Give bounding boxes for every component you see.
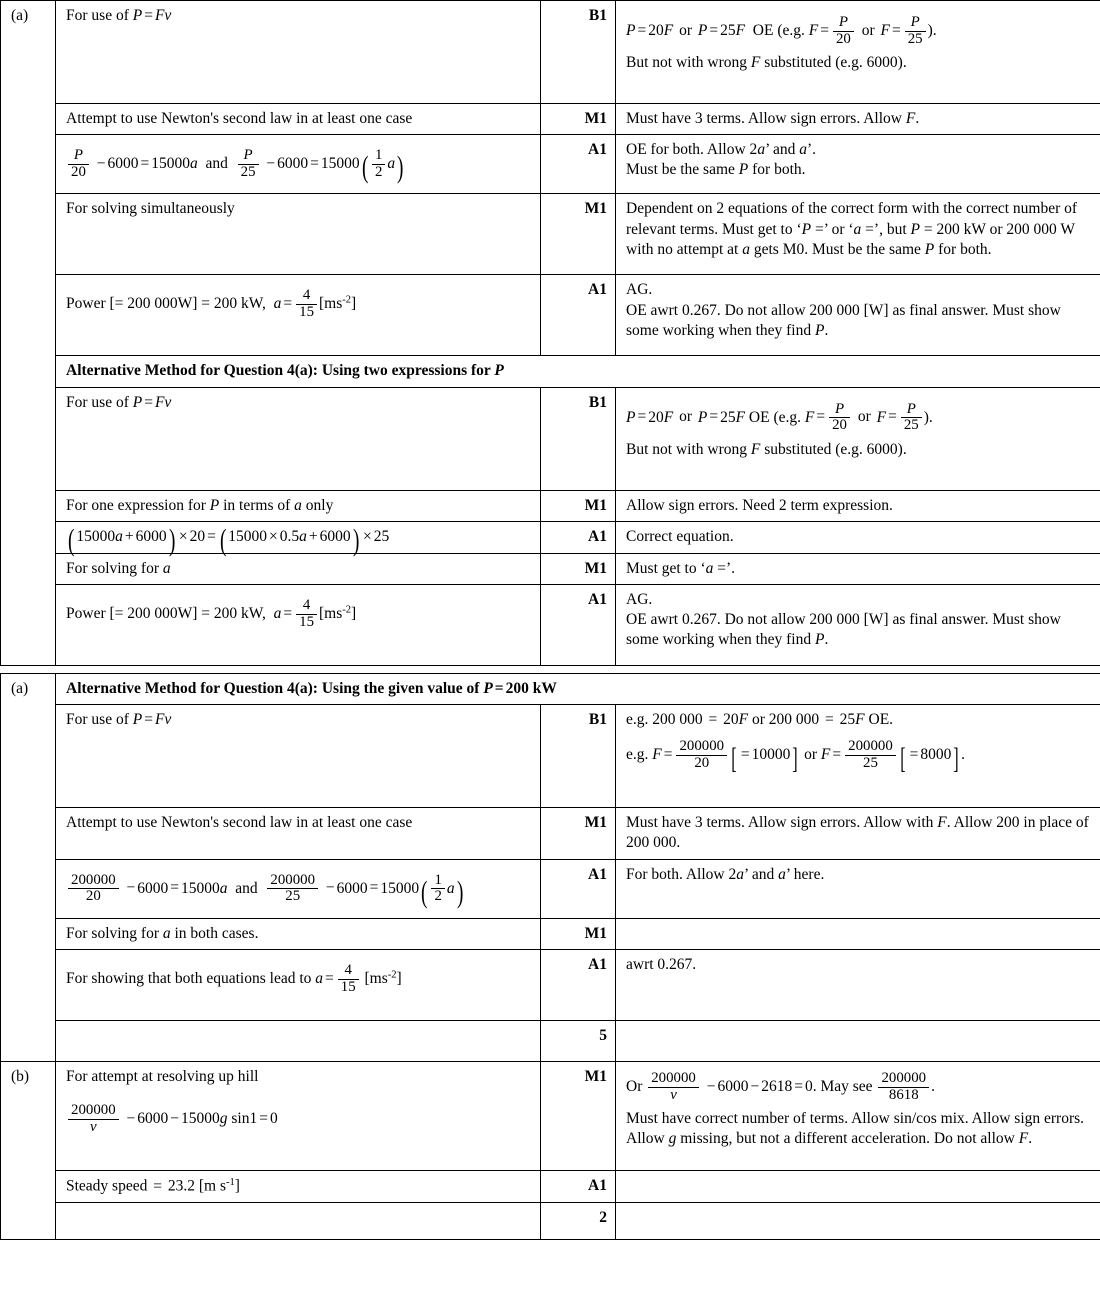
notes-cell: [616, 1202, 1100, 1239]
mark-cell: M1: [541, 808, 616, 859]
mark-cell: M1: [541, 194, 616, 275]
mark-cell: B1: [541, 387, 616, 490]
solution-cell: For use of P = Fv: [56, 387, 541, 490]
solution-cell: For use of P = Fv: [56, 1, 541, 104]
solution-cell: $\frac{P}{20}$ − 6000 = 15000a and $\frac{P}{25}$ − 6000 = 15000( $\frac{1}{2}$ a): [56, 135, 541, 194]
divider-notes-cell: [616, 666, 1100, 674]
mark-cell: A1: [541, 585, 616, 666]
notes-cell: AG. OE awrt 0.267. Do not allow 200 000 [W] as final answer. Must show some working when they find P.: [616, 585, 1100, 666]
solution-cell: For showing that both equations lead to a = $\frac{4}{15}$ $[ms^{-2}]$: [56, 949, 541, 1020]
alt-method-banner-2: Alternative Method for Question 4(a): Using the given value of P = 200 kW: [56, 674, 1100, 705]
solution-cell: For solving for a in both cases.: [56, 918, 541, 949]
notes-cell: For both. Allow 2a’ and a’ here.: [616, 859, 1100, 918]
mark-cell: A1: [541, 859, 616, 918]
solution-cell: Attempt to use Newton's second law in at least one case: [56, 104, 541, 135]
table-row: [1, 1061, 1100, 1170]
notes-cell: P = 20F or P = 25F OE (e.g. F = $\frac{P}{20}$ or F = $\frac{P}{25}$ ). But not with wrong F substituted (e.g. 6000).: [616, 387, 1100, 490]
notes-cell: OE for both. Allow 2a’ and a’. Must be the same P for both.: [616, 135, 1100, 194]
table-row: [1, 1171, 1100, 1202]
notes-cell: Or $\frac{200000}{v}$ − 6000 − 2618 = 0. May see $\frac{200000}{8618}$ . Must have correct number of terms. Allow sin/cos mix. Allow sign errors. Allow g missing, but not a different acceleration. Do not allow F.: [616, 1061, 1100, 1170]
part-label-a1: (a): [1, 1, 56, 666]
table-row: [1, 104, 1100, 135]
solution-cell-empty: [56, 1202, 541, 1239]
table-row: [1, 135, 1100, 194]
solution-cell: For solving for a: [56, 553, 541, 584]
solution-cell: $\frac{200000}{20}$ − 6000 = 15000a and $\frac{200000}{25}$ − 6000 = 15000( $\frac{1}{2}$ a): [56, 859, 541, 918]
table-row: [1, 949, 1100, 1020]
solution-cell: Attempt to use Newton's second law in at least one case: [56, 808, 541, 859]
solution-cell: Steady speed = 23.2 [m $s^{-1}$]: [56, 1171, 541, 1202]
notes-cell: [616, 918, 1100, 949]
table-row: [1, 521, 1100, 553]
table-row: [1, 808, 1100, 859]
notes-cell: Must get to ‘a =’.: [616, 553, 1100, 584]
table-row: [1, 194, 1100, 275]
solution-cell-empty: [56, 1020, 541, 1061]
notes-cell: Correct equation.: [616, 521, 1100, 553]
mark-cell: B1: [541, 705, 616, 808]
section-divider: [1, 666, 1100, 674]
table-row: [1, 585, 1100, 666]
table-row-banner: [1, 674, 1100, 705]
solution-cell: Power [= 200 000W] = 200 kW, a = $\frac{4}{15}$ $[ms^{-2}]$: [56, 585, 541, 666]
mark-cell: M1: [541, 553, 616, 584]
notes-cell: Allow sign errors. Need 2 term expression.: [616, 490, 1100, 521]
mark-cell: M1: [541, 490, 616, 521]
table-row: [1, 1, 1100, 104]
total-mark-a: 5: [541, 1020, 616, 1061]
mark-cell: M1: [541, 1061, 616, 1170]
part-label-a2: (a): [1, 674, 56, 1062]
notes-cell: e.g. 200 000 = 20F or 200 000 = 25F OE. e.g. F = $\frac{200000}{20}$ [ = 10000] or F = $\frac{200000}{25}$ [ = 8000] .: [616, 705, 1100, 808]
mark-cell: B1: [541, 1, 616, 104]
notes-cell: Dependent on 2 equations of the correct form with the correct number of relevant terms. Must get to ‘P =’ or ‘a =’, but P = 200 kW or 200 000 W with no attempt at a gets M0. Must be the same P for both.: [616, 194, 1100, 275]
alt-method-banner-1: Alternative Method for Question 4(a): Using two expressions for P: [56, 356, 1100, 387]
solution-cell: Power [= 200 000W] = 200 kW, a = $\frac{4}{15}$ $[ms^{-2}]$: [56, 275, 541, 356]
table-row-total: [1, 1202, 1100, 1239]
divider-solution-cell: [56, 666, 541, 674]
notes-cell: [616, 1020, 1100, 1061]
table-row: [1, 918, 1100, 949]
table-row: [1, 275, 1100, 356]
divider-part-cell: [1, 666, 56, 674]
table-row: [1, 490, 1100, 521]
table-row: [1, 553, 1100, 584]
table-row-banner: [1, 356, 1100, 387]
part-label-b: (b): [1, 1061, 56, 1239]
solution-cell: For attempt at resolving up hill $\frac{200000}{v}$ − 6000 − 15000g sin1 = 0: [56, 1061, 541, 1170]
mark-cell: A1: [541, 135, 616, 194]
mark-cell: A1: [541, 949, 616, 1020]
divider-mark-cell: [541, 666, 616, 674]
notes-cell: Must have 3 terms. Allow sign errors. Allow F.: [616, 104, 1100, 135]
solution-cell: For solving simultaneously: [56, 194, 541, 275]
notes-cell: awrt 0.267.: [616, 949, 1100, 1020]
table-row: [1, 705, 1100, 808]
solution-cell: For one expression for P in terms of a only: [56, 490, 541, 521]
notes-cell: P = 20F or P = 25F OE (e.g. F = $\frac{P}{20}$ or F = $\frac{P}{25}$ ). But not with wrong F substituted (e.g. 6000).: [616, 1, 1100, 104]
solution-cell: ( 15000a + 6000) × 20 = ( 15000 × 0.5a + 6000) × 25: [56, 521, 541, 553]
total-mark-b: 2: [541, 1202, 616, 1239]
notes-cell: [616, 1171, 1100, 1202]
notes-cell: AG. OE awrt 0.267. Do not allow 200 000 [W] as final answer. Must show some working when they find P.: [616, 275, 1100, 356]
mark-cell: A1: [541, 275, 616, 356]
mark-cell: A1: [541, 1171, 616, 1202]
mark-cell: M1: [541, 918, 616, 949]
notes-cell: Must have 3 terms. Allow sign errors. Allow with F. Allow 200 in place of 200 000.: [616, 808, 1100, 859]
table-row: [1, 387, 1100, 490]
table-row-total: [1, 1020, 1100, 1061]
solution-cell: For use of P = Fv: [56, 705, 541, 808]
mark-cell: A1: [541, 521, 616, 553]
table-row: [1, 859, 1100, 918]
mark-cell: M1: [541, 104, 616, 135]
